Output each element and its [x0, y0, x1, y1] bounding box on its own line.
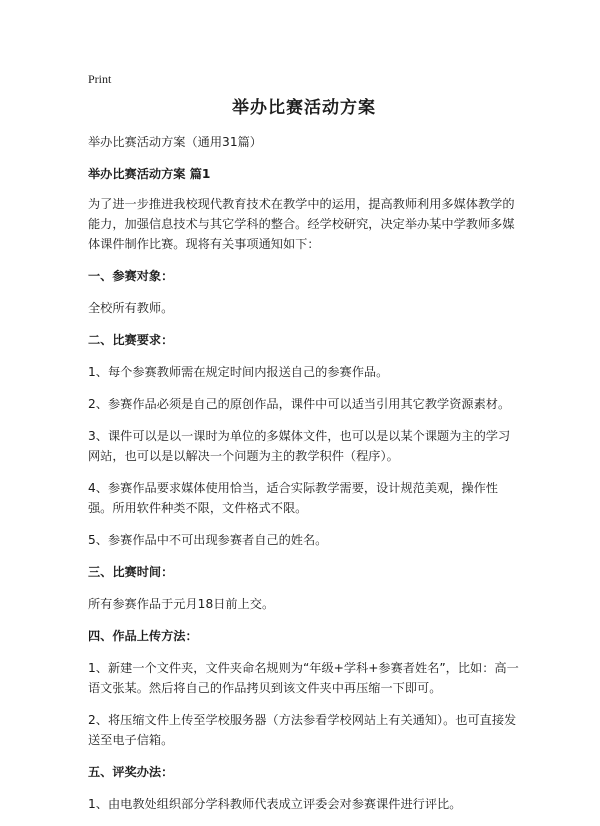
participants-text: 全校所有教师。: [88, 301, 174, 315]
heading-requirements: 二、比赛要求：: [88, 333, 174, 347]
heading-participants: 一、参赛对象：: [88, 269, 174, 283]
requirement-4: 4、参赛作品要求媒体使用恰当，适合实际教学需要，设计规范美观，操作性强。所用软件种类不限，文件格式不限。: [88, 481, 498, 515]
upload-step-2: 2、将压缩文件上传至学校服务器（方法参看学校网站上有关通知）。也可直接发送至电子信箱。: [88, 713, 517, 747]
subtitle: 举办比赛活动方案（通用31篇）: [88, 135, 262, 149]
schedule-text: 所有参赛作品于元月18日前上交。: [88, 597, 275, 611]
heading-schedule: 三、比赛时间：: [88, 565, 174, 579]
requirement-1: 1、每个参赛教师需在规定时间内报送自己的参赛作品。: [88, 365, 389, 379]
intro-paragraph: 为了进一步推进我校现代教育技术在教学中的运用，提高教师利用多媒体教学的能力，加强信息技术与其它学科的整合。经学校研究，决定举办某中学教师多媒体课件制作比赛。现将有关事项通知如下：: [88, 197, 515, 251]
requirement-2: 2、参赛作品必须是自己的原创作品，课件中可以适当引用其它教学资源素材。: [88, 397, 511, 411]
heading-upload: 四、作品上传方法：: [88, 629, 198, 643]
document-body: [88, 132, 520, 826]
requirement-3: 3、课件可以是以一课时为单位的多媒体文件，也可以是以某个课题为主的学习网站，也可以是以解决一个问题为主的教学积件（程序）。: [88, 429, 511, 463]
print-link[interactable]: Print: [88, 72, 112, 86]
heading-awards: 五、评奖办法：: [88, 765, 174, 779]
requirement-5: 5、参赛作品中不可出现参赛者自己的姓名。: [88, 533, 328, 547]
award-rule-1: 1、由电教处组织部分学科教师代表成立评委会对参赛课件进行评比。: [88, 797, 462, 811]
upload-step-1: 1、新建一个文件夹，文件夹命名规则为“年级+学科+参赛者姓名”，比如：高一语文张某。然后将自己的作品拷贝到该文件夹中再压缩一下即可。: [88, 661, 519, 695]
page-title: 举办比赛活动方案: [232, 98, 376, 118]
section-title: 举办比赛活动方案 篇1: [88, 167, 211, 181]
